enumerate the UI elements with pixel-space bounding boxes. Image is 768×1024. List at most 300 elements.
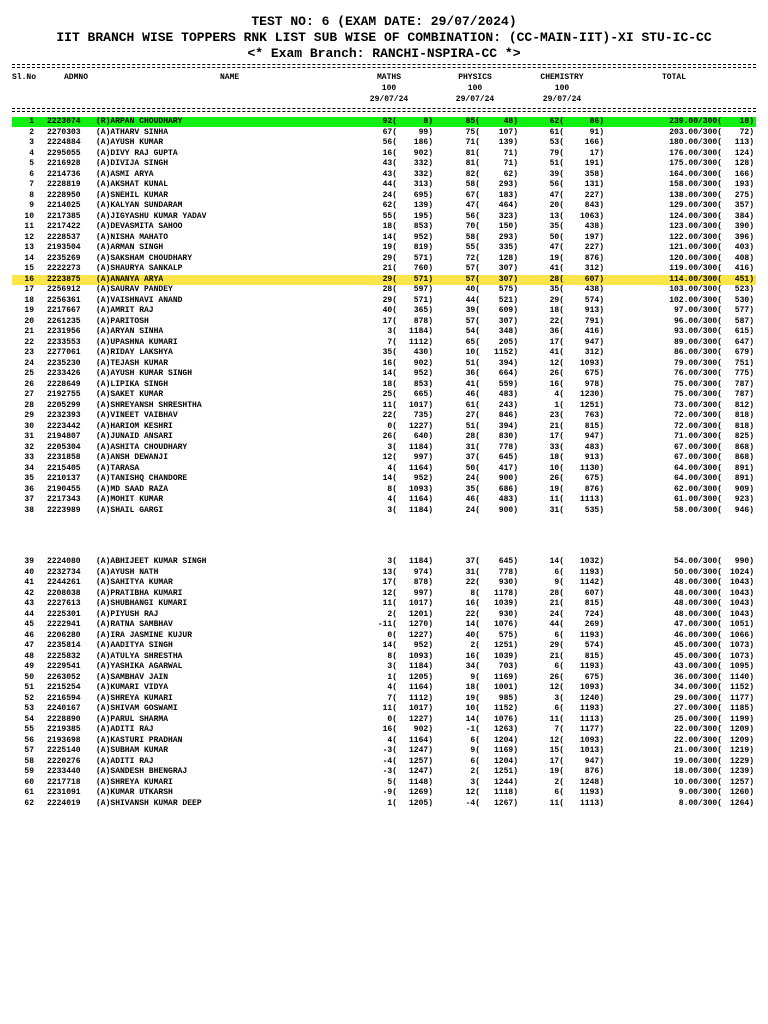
physics-rank: 307) — [498, 316, 518, 326]
physics-marks: 2( — [470, 767, 480, 776]
physics-marks: 34( — [465, 662, 480, 671]
chemistry-marks: 20( — [549, 201, 564, 210]
physics-rank: 128) — [498, 253, 518, 263]
maths-marks: 21( — [382, 264, 397, 273]
physics-marks: 81( — [465, 159, 480, 168]
physics-marks: 10( — [465, 704, 480, 713]
table-row — [12, 149, 756, 159]
table-row — [12, 285, 756, 295]
physics-marks: 55( — [465, 243, 480, 252]
student-name: (A)ARYAN SINHA — [96, 327, 164, 336]
admno: 2223074 — [47, 117, 81, 126]
chemistry-rank: 1193) — [579, 788, 604, 797]
admno: 2240167 — [47, 704, 81, 713]
student-name: (A)ATULYA SHRESTHA — [96, 651, 183, 661]
sl-no: 61 — [24, 788, 34, 797]
total-marks: 103.00/300( — [669, 285, 722, 294]
table-row — [12, 212, 756, 222]
table-row — [12, 369, 756, 379]
physics-rank: 1152) — [493, 348, 518, 357]
chemistry-rank: 791) — [584, 316, 604, 326]
student-name: (A)RATNA SAMBHAV — [96, 620, 173, 629]
table-row — [12, 788, 756, 798]
chemistry-rank: 574) — [584, 295, 604, 305]
table-row — [12, 401, 756, 411]
maths-marks: -9( — [382, 788, 397, 797]
physics-rank: 483) — [498, 495, 518, 504]
sl-no: 40 — [24, 567, 34, 577]
total-rank: 384) — [734, 211, 754, 221]
total-rank: 275) — [734, 190, 754, 200]
student-name: (A)ASHITA CHOUDHARY — [96, 442, 188, 452]
admno: 2216594 — [47, 693, 81, 703]
maths-marks: 56( — [382, 138, 397, 147]
physics-marks: 50( — [465, 463, 480, 473]
physics-marks: 40( — [465, 285, 480, 294]
chemistry-rank: 675) — [584, 672, 604, 682]
physics-marks: 35( — [465, 484, 480, 494]
maths-rank: 1148) — [408, 777, 433, 787]
physics-marks: -4( — [465, 798, 480, 808]
table-row — [12, 317, 756, 327]
sl-no: 7 — [29, 180, 34, 189]
student-name: (A)AYUSH KUMAR SINGH — [96, 369, 193, 378]
student-name: (A)TANISHQ CHANDORE — [96, 474, 188, 483]
total-marks: 119.00/300( — [669, 264, 722, 273]
total-rank: 868) — [734, 442, 754, 452]
total-rank: 923) — [734, 495, 754, 504]
chemistry-marks: 9( — [554, 578, 564, 587]
maths-marks: 7( — [387, 693, 397, 703]
maths-marks: 29( — [382, 253, 397, 263]
student-name: (A)SAURAV PANDEY — [96, 285, 173, 294]
col-physics-max: 100 — [467, 84, 483, 93]
total-marks: 176.00/300( — [669, 148, 722, 158]
sl-no: 1 — [29, 117, 34, 126]
total-marks: 102.00/300( — [669, 295, 722, 305]
physics-rank: 1244) — [493, 777, 518, 787]
table-row — [12, 443, 756, 453]
chemistry-marks: 7( — [554, 725, 564, 734]
total-marks: 75.00/300( — [673, 379, 722, 389]
table-row — [12, 191, 756, 201]
admno: 2235814 — [47, 641, 81, 650]
col-slno: Sl.No — [12, 73, 37, 82]
total-marks: 79.00/300( — [673, 358, 722, 368]
physics-rank: 1263) — [493, 725, 518, 734]
sl-no: 48 — [24, 651, 34, 661]
physics-rank: 71) — [503, 148, 518, 158]
total-marks: 19.00/300( — [673, 756, 722, 766]
table-row — [12, 138, 756, 148]
physics-rank: 703) — [498, 662, 518, 671]
total-rank: 523) — [734, 285, 754, 294]
chemistry-marks: 28( — [549, 274, 564, 284]
student-name: (A)PRATIBHA KUMARI — [96, 588, 183, 598]
chemistry-marks: 41( — [549, 348, 564, 357]
sl-no: 34 — [24, 463, 34, 473]
total-rank: 72) — [739, 127, 754, 137]
total-marks: 72.00/300( — [673, 421, 722, 431]
total-rank: 1073) — [729, 641, 754, 650]
chemistry-rank: 1093) — [579, 683, 604, 692]
maths-rank: 597) — [413, 285, 433, 294]
admno: 2228537 — [47, 232, 81, 242]
table-row — [12, 704, 756, 714]
physics-rank: 1178) — [493, 588, 518, 598]
table-row — [12, 610, 756, 620]
chemistry-rank: 1113) — [579, 495, 604, 504]
total-rank: 751) — [734, 358, 754, 368]
admno: 2193698 — [47, 735, 81, 745]
student-name: (A)ATHARV SINHA — [96, 127, 169, 137]
physics-marks: 24( — [465, 505, 480, 515]
maths-rank: 1184) — [408, 442, 433, 452]
maths-rank: 1227) — [408, 421, 433, 431]
table-row — [12, 767, 756, 777]
sl-no: 62 — [24, 798, 34, 808]
admno: 2228649 — [47, 379, 81, 389]
maths-marks: 67( — [382, 127, 397, 137]
sl-no: 35 — [24, 474, 34, 483]
physics-rank: 1076) — [493, 620, 518, 629]
maths-rank: 365) — [413, 306, 433, 315]
maths-marks: 14( — [382, 641, 397, 650]
table-row — [12, 578, 756, 588]
maths-marks: 19( — [382, 243, 397, 252]
total-marks: 21.00/300( — [673, 746, 722, 755]
chemistry-rank: 166) — [584, 138, 604, 147]
physics-marks: 31( — [465, 442, 480, 452]
maths-marks: 0( — [387, 630, 397, 640]
maths-rank: 997) — [413, 588, 433, 598]
total-marks: 9.00/300( — [678, 788, 722, 797]
maths-marks: 14( — [382, 369, 397, 378]
maths-rank: 902) — [413, 148, 433, 158]
student-name: (A)SHREYANSH SHRESHTHA — [96, 400, 202, 410]
student-name: (A)PIYUSH RAJ — [96, 609, 159, 619]
total-rank: 1095) — [729, 662, 754, 671]
table-row — [12, 422, 756, 432]
total-marks: 114.00/300( — [669, 274, 722, 284]
total-marks: 175.00/300( — [669, 159, 722, 168]
chemistry-rank: 815) — [584, 599, 604, 608]
admno: 2224019 — [47, 798, 81, 808]
chemistry-marks: 10( — [549, 463, 564, 473]
admno: 2192755 — [47, 390, 81, 399]
total-marks: 22.00/300( — [673, 735, 722, 745]
physics-marks: 28( — [465, 432, 480, 441]
student-name: (A)SNEHIL KUMAR — [96, 190, 169, 200]
physics-rank: 483) — [498, 390, 518, 399]
chemistry-rank: 1113) — [579, 714, 604, 724]
table-row — [12, 306, 756, 316]
sl-no: 36 — [24, 484, 34, 494]
physics-marks: 54( — [465, 327, 480, 336]
student-name: (A)KUMARI VIDYA — [96, 683, 169, 692]
table-row — [12, 474, 756, 484]
chemistry-rank: 1193) — [579, 567, 604, 577]
sl-no: 59 — [24, 767, 34, 776]
maths-marks: 28( — [382, 285, 397, 294]
chemistry-rank: 535) — [584, 505, 604, 515]
chemistry-marks: 18( — [549, 306, 564, 315]
maths-rank: 1164) — [408, 463, 433, 473]
total-marks: 50.00/300( — [673, 567, 722, 577]
sl-no: 37 — [24, 495, 34, 504]
maths-rank: 1184) — [408, 662, 433, 671]
chemistry-rank: 876) — [584, 767, 604, 776]
chemistry-marks: 47( — [549, 190, 564, 200]
physics-marks: 44( — [465, 295, 480, 305]
chemistry-rank: 947) — [584, 337, 604, 347]
maths-marks: 14( — [382, 474, 397, 483]
chemistry-marks: 19( — [549, 253, 564, 263]
col-maths: MATHS — [376, 73, 401, 82]
maths-marks: 1( — [387, 798, 397, 808]
maths-marks: 17( — [382, 578, 397, 587]
sl-no: 22 — [24, 337, 34, 347]
physics-rank: 778) — [498, 567, 518, 577]
table-row — [12, 662, 756, 672]
chemistry-rank: 815) — [584, 421, 604, 431]
physics-marks: 36( — [465, 369, 480, 378]
student-name: (A)PARITOSH — [96, 316, 149, 326]
student-name: (A)ASMI ARYA — [96, 169, 154, 179]
admno: 2225140 — [47, 746, 81, 755]
table-row — [12, 715, 756, 725]
sl-no: 8 — [29, 190, 34, 200]
table-row — [12, 432, 756, 442]
maths-marks: 22( — [382, 411, 397, 420]
physics-marks: 70( — [465, 222, 480, 231]
physics-marks: 57( — [465, 264, 480, 273]
student-name: (A)DIVY RAJ GUPTA — [96, 148, 178, 158]
physics-rank: 243) — [498, 400, 518, 410]
maths-rank: 430) — [413, 348, 433, 357]
physics-rank: 645) — [498, 453, 518, 462]
chemistry-marks: 13( — [549, 211, 564, 221]
maths-rank: 1270) — [408, 620, 433, 629]
sl-no: 42 — [24, 588, 34, 598]
chemistry-marks: 6( — [554, 704, 564, 713]
sl-no: 50 — [24, 672, 34, 682]
maths-rank: 186) — [413, 138, 433, 147]
physics-marks: 12( — [465, 788, 480, 797]
chemistry-rank: 312) — [584, 264, 604, 273]
student-name: (A)SHUBHANGI KUMARI — [96, 599, 188, 608]
student-name: (A)JUNAID ANSARI — [96, 432, 173, 441]
physics-rank: 645) — [498, 557, 518, 566]
col-chemistry-date: 29/07/24 — [542, 95, 582, 104]
physics-marks: 41( — [465, 379, 480, 389]
chemistry-rank: 607) — [584, 274, 604, 284]
chemistry-rank: 574) — [584, 641, 604, 650]
maths-rank: 665) — [413, 390, 433, 399]
total-rank: 647) — [734, 337, 754, 347]
chemistry-marks: 39( — [549, 169, 564, 179]
admno: 2215405 — [47, 463, 81, 473]
total-marks: 64.00/300( — [673, 463, 722, 473]
physics-rank: 139) — [498, 138, 518, 147]
total-marks: 25.00/300( — [673, 714, 722, 724]
physics-rank: 985) — [498, 693, 518, 703]
total-rank: 1219) — [729, 746, 754, 755]
total-rank: 193) — [734, 180, 754, 189]
physics-rank: 293) — [498, 180, 518, 189]
maths-marks: 18( — [382, 222, 397, 231]
admno: 2263052 — [47, 672, 81, 682]
chemistry-marks: 44( — [549, 620, 564, 629]
sl-no: 57 — [24, 746, 34, 755]
table-row — [12, 694, 756, 704]
physics-rank: 1076) — [493, 714, 518, 724]
sl-no: 17 — [24, 285, 34, 294]
physics-rank: 609) — [498, 306, 518, 315]
total-marks: 22.00/300( — [673, 725, 722, 734]
table-row — [12, 275, 756, 285]
total-marks: 158.00/300( — [669, 180, 722, 189]
divider — [12, 111, 756, 112]
admno: 2277061 — [47, 348, 81, 357]
exam-branch: <* Exam Branch: RANCHI-NSPIRA-CC *> — [247, 46, 521, 61]
physics-rank: 1118) — [493, 788, 518, 797]
total-marks: 121.00/300( — [669, 243, 722, 252]
admno: 2210137 — [47, 474, 81, 483]
chemistry-marks: 19( — [549, 767, 564, 776]
physics-marks: 14( — [465, 620, 480, 629]
physics-rank: 417) — [498, 463, 518, 473]
sl-no: 49 — [24, 662, 34, 671]
total-marks: 29.00/300( — [673, 693, 722, 703]
chemistry-rank: 1248) — [579, 777, 604, 787]
maths-rank: 902) — [413, 358, 433, 368]
physics-marks: 2( — [470, 641, 480, 650]
sl-no: 18 — [24, 295, 34, 305]
chemistry-marks: 18( — [549, 453, 564, 462]
total-marks: 76.00/300( — [673, 369, 722, 378]
chemistry-rank: 1063) — [579, 211, 604, 221]
maths-rank: 1205) — [408, 798, 433, 808]
admno: 2233440 — [47, 767, 81, 776]
chemistry-marks: 6( — [554, 662, 564, 671]
physics-rank: 686) — [498, 484, 518, 494]
chemistry-marks: 21( — [549, 651, 564, 661]
chemistry-rank: 438) — [584, 285, 604, 294]
chemistry-marks: 29( — [549, 641, 564, 650]
maths-rank: 1257) — [408, 756, 433, 766]
maths-marks: 16( — [382, 148, 397, 158]
chemistry-marks: 6( — [554, 630, 564, 640]
student-name: (A)SAKSHAM CHOUDHARY — [96, 253, 193, 263]
maths-rank: 1164) — [408, 735, 433, 745]
maths-marks: 0( — [387, 714, 397, 724]
maths-rank: 1247) — [408, 746, 433, 755]
divider — [12, 64, 756, 65]
admno: 2194807 — [47, 432, 81, 441]
sl-no: 9 — [29, 201, 34, 210]
maths-marks: -3( — [382, 746, 397, 755]
physics-marks: 22( — [465, 609, 480, 619]
maths-rank: 332) — [413, 159, 433, 168]
total-rank: 1051) — [729, 620, 754, 629]
maths-marks: 2( — [387, 609, 397, 619]
total-marks: 122.00/300( — [669, 232, 722, 242]
maths-marks: 18( — [382, 379, 397, 389]
admno: 2216928 — [47, 159, 81, 168]
total-marks: 73.00/300( — [673, 400, 722, 410]
physics-rank: 307) — [498, 274, 518, 284]
maths-marks: 25( — [382, 390, 397, 399]
total-rank: 1043) — [729, 609, 754, 619]
chemistry-marks: 35( — [549, 222, 564, 231]
total-marks: 123.00/300( — [669, 222, 722, 231]
sl-no: 30 — [24, 421, 34, 431]
physics-rank: 71) — [503, 159, 518, 168]
chemistry-rank: 227) — [584, 243, 604, 252]
physics-rank: 778) — [498, 442, 518, 452]
sl-no: 58 — [24, 756, 34, 766]
total-marks: 129.00/300( — [669, 201, 722, 210]
maths-marks: -4( — [382, 756, 397, 766]
physics-rank: 335) — [498, 243, 518, 252]
sl-no: 12 — [24, 232, 34, 242]
admno: 2228950 — [47, 190, 81, 200]
maths-marks: 11( — [382, 400, 397, 410]
maths-rank: 819) — [413, 243, 433, 252]
total-rank: 1024) — [729, 567, 754, 577]
table-row — [12, 264, 756, 274]
physics-marks: 22( — [465, 578, 480, 587]
total-rank: 1043) — [729, 599, 754, 608]
total-marks: 18.00/300( — [673, 767, 722, 776]
total-rank: 396) — [734, 232, 754, 242]
maths-rank: 99) — [418, 127, 433, 137]
sl-no: 46 — [24, 630, 34, 640]
physics-rank: 293) — [498, 232, 518, 242]
maths-marks: 29( — [382, 274, 397, 284]
chemistry-rank: 675) — [584, 474, 604, 483]
physics-marks: 57( — [465, 316, 480, 326]
physics-rank: 394) — [498, 358, 518, 368]
maths-marks: 62( — [382, 201, 397, 210]
total-rank: 403) — [734, 243, 754, 252]
sl-no: 29 — [24, 411, 34, 420]
maths-marks: 24( — [382, 190, 397, 200]
total-rank: 408) — [734, 253, 754, 263]
maths-marks: 3( — [387, 505, 397, 515]
maths-marks: 5( — [387, 777, 397, 787]
table-row — [12, 233, 756, 243]
total-marks: 120.00/300( — [669, 253, 722, 263]
sl-no: 28 — [24, 400, 34, 410]
sl-no: 2 — [29, 127, 34, 137]
test-title: TEST NO: 6 (EXAM DATE: 29/07/2024) — [251, 14, 517, 29]
physics-marks: -1( — [465, 725, 480, 734]
student-name: (A)TEJASH KUMAR — [96, 358, 169, 368]
report-title: IIT BRANCH WISE TOPPERS RNK LIST SUB WISE OF COMBINATION: (CC-MAIN-IIT)-XI STU-IC-CC — [56, 30, 712, 45]
physics-marks: 16( — [465, 599, 480, 608]
maths-marks: 11( — [382, 704, 397, 713]
sl-no: 54 — [24, 714, 34, 724]
student-name: (A)YASHIKA AGARWAL — [96, 662, 183, 671]
admno: 2227613 — [47, 599, 81, 608]
sl-no: 5 — [29, 159, 34, 168]
physics-marks: 6( — [470, 735, 480, 745]
maths-rank: 1017) — [408, 400, 433, 410]
student-name: (R)ARPAN CHOUDHARY — [96, 117, 183, 126]
student-name: (A)TARASA — [96, 463, 140, 473]
